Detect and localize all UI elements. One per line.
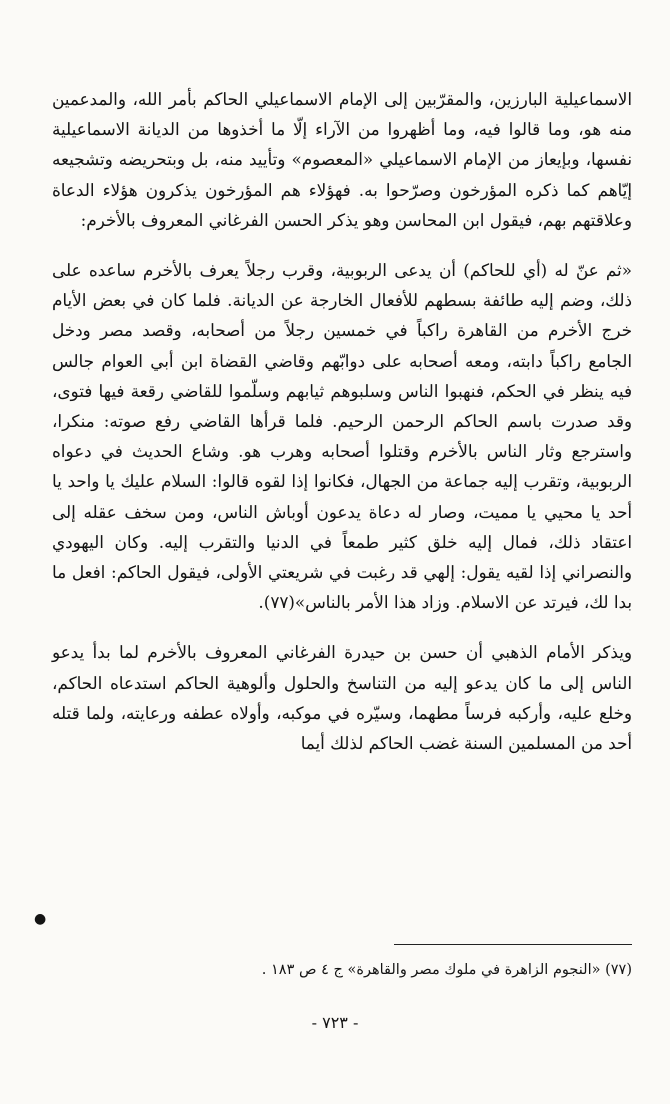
margin-dot-mark: ● bbox=[34, 911, 47, 927]
footnote-divider bbox=[394, 944, 632, 945]
body-paragraph-1: الاسماعيلية البارزين، والمقرّبين إلى الإمام الاسماعيلي الحاكم بأمر الله، والمدعمين منه هو، وما قالوا فيه، وما أظهروا من الآراء إلّا ما أخذوها من الديانة الاسماعيلية نفسها، وبإيعاز من الإمام الاسماعيلي «المعصوم» وتأييد منه، بل وبتحريضه وتشجيعه إيّاهم كما ذكره المؤرخون وصرّحوا به. فهؤلاء هم المؤرخون يذكرون هؤلاء الدعاة وعلاقتهم بهم، فيقول ابن المحاسن وهو يذكر الحسن الفرغاني المعروف بالأخرم: bbox=[52, 89, 632, 230]
footnote-77: (٧٧) «النجوم الزاهرة في ملوك مصر والقاهرة» ج ٤ ص ١٨٣ . bbox=[261, 962, 632, 978]
page-number: - ٧٢٣ - bbox=[311, 1013, 359, 1032]
body-paragraph-2-quotation: «ثم عنّ له (أي للحاكم) أن يدعى الربوبية، وقرب رجلاً يعرف بالأخرم ساعده على ذلك، وضم إليه طائفة بسطهم للأفعال الخارجة عن الديانة. فلما كان في بعض الأيام خرج الأخرم من القاهرة راكباً في خمسين رجلاً من أصحابه، وقصد مصر ودخل الجامع راكباً دابته، ومعه أصحابه على دوابّهم وقاضي القضاة ابن أبي العوام جالس فيه ينظر في الحكم، فنهبوا الناس وسلبوهم ثيابهم وسلّموا للقاضي رقعة فيها فتوى، وقد صدرت باسم الحاكم الرحمن الرحيم. فلما قرأها القاضي رفع صوته: منكرا، واسترجع وثار الناس بالأخرم وقتلوا أصحابه وهرب هو. وشاع الحديث في دعواه الربوبية، وتقرب إليه جماعة من الجهال، فكانوا إذا لقوه قالوا: السلام عليك يا واحد يا أحد يا محيي يا مميت، وصار له دعاة يدعون أوباش الناس، ومن سخف عقله إلى اعتقاد ذلك، فمال إليه خلق كثير طمعاً في الدنيا والتقرب إليه. وكان اليهودي والنصراني إذا لقيه يقول: إلهي قد رغبت في شريعتي الأولى، فيقول الحاكم: افعل ما بدا لك، فيرتد عن الاسلام. وزاد هذا الأمر بالناس»(٧٧). bbox=[52, 260, 632, 613]
body-paragraph-3: ويذكر الأمام الذهبي أن حسن بن حيدرة الفرغاني المعروف بالأخرم لما بدأ يدعو الناس إلى ما كان يدعو إليه من التناسخ والحلول وألوهية الحاكم استدعاه الحاكم، وخلع عليه، وأركبه فرساً مطهما، وسيّره في موكبه، وأولاه عطفه ورعايته، ولما قتله أحد من المسلمين السنة غضب الحاكم لذلك أيما bbox=[52, 642, 632, 754]
page-body bbox=[52, 84, 632, 758]
